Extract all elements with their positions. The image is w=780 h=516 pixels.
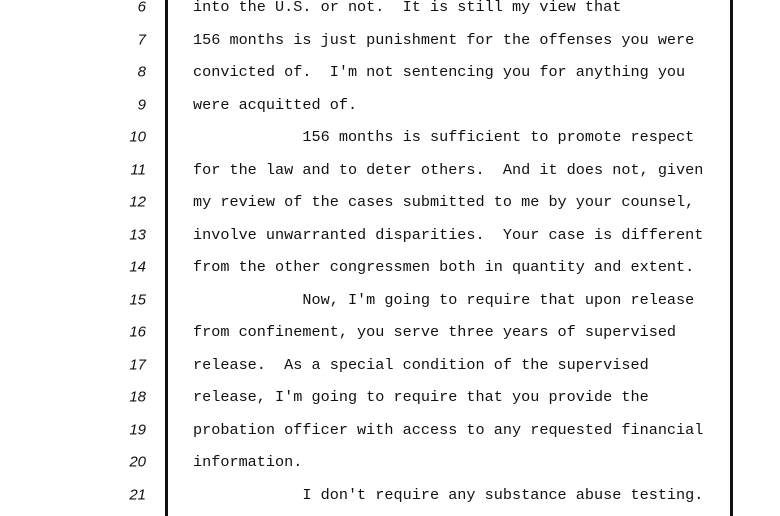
transcript-line — [0, 479, 780, 511]
transcript-line — [0, 24, 780, 56]
line-number: 8 — [137, 63, 146, 81]
transcript-line — [0, 121, 780, 153]
line-text: into the U.S. or not. It is still my view that — [193, 0, 622, 16]
line-number: 7 — [137, 31, 146, 48]
line-text: for the law and to deter others. And it does not, given — [193, 160, 704, 179]
line-number: 11 — [130, 161, 146, 178]
line-number: 20 — [129, 453, 146, 471]
line-number: 10 — [129, 128, 146, 146]
line-text: from confinement, you serve three years of supervised — [193, 323, 677, 341]
line-text: were acquitted of. — [193, 95, 358, 114]
line-text: release, I'm going to require that you provide the — [193, 388, 649, 406]
line-text: involve unwarranted disparities. Your case is different — [193, 225, 704, 244]
line-number: 13 — [129, 226, 146, 243]
line-text: 156 months is just punishment for the offenses you were — [193, 30, 695, 49]
transcript-line — [0, 251, 780, 283]
transcript-line — [0, 284, 780, 316]
transcript-line — [0, 446, 780, 478]
transcript-line — [0, 414, 780, 446]
line-text: release. As a special condition of the supervised — [193, 355, 649, 374]
line-number: 12 — [129, 193, 146, 211]
line-number: 19 — [129, 421, 146, 438]
transcript-line — [0, 349, 780, 381]
line-number: 16 — [129, 323, 146, 341]
line-text: Now, I'm going to require that upon release — [193, 290, 695, 309]
line-number: 15 — [129, 291, 146, 308]
line-text: 156 months is sufficient to promote respect — [193, 128, 695, 146]
line-number: 21 — [129, 486, 146, 503]
line-text: my review of the cases submitted to me by your counsel, — [193, 193, 695, 211]
transcript-line — [0, 316, 780, 348]
transcript-line — [0, 381, 780, 413]
transcript-line — [0, 89, 780, 121]
line-text: from the other congressmen both in quantity and extent. — [193, 258, 695, 276]
transcript-line — [0, 186, 780, 218]
transcript-line — [0, 154, 780, 186]
line-text: convicted of. I'm not sentencing you for anything you — [193, 63, 686, 81]
transcript-line — [0, 0, 780, 23]
transcript-line — [0, 219, 780, 251]
line-number: 18 — [129, 388, 146, 406]
line-text: I don't require any substance abuse testing. — [193, 485, 704, 504]
line-number: 17 — [129, 356, 146, 373]
line-text: information. — [193, 453, 303, 471]
line-number: 9 — [137, 96, 146, 113]
line-text: probation officer with access to any requested financial — [193, 420, 704, 439]
transcript-line — [0, 56, 780, 88]
line-number: 6 — [137, 0, 146, 16]
line-number: 14 — [129, 258, 146, 276]
